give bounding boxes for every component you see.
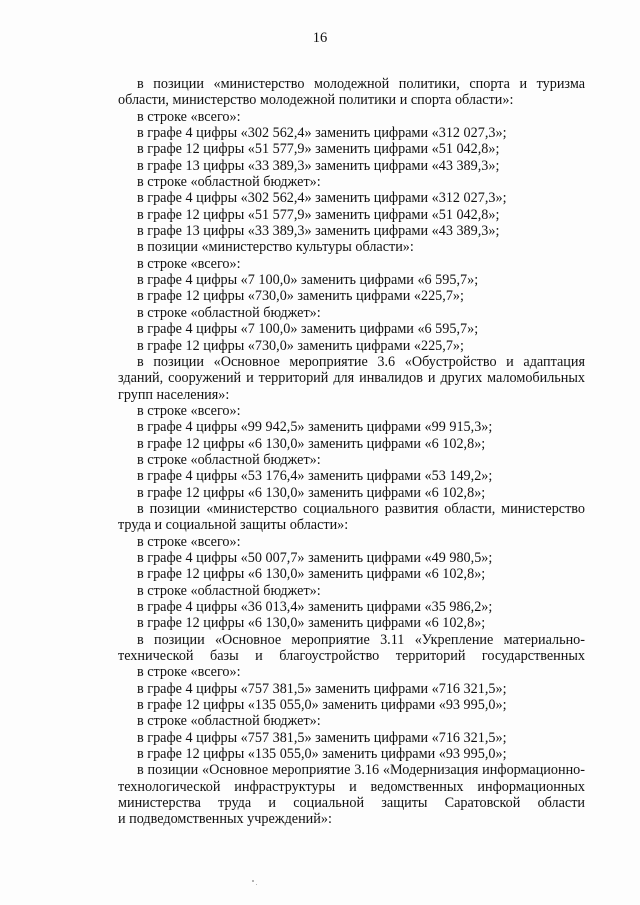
- text-line: в строке «всего»:: [137, 402, 241, 419]
- scan-speck: [252, 880, 254, 882]
- text-line: труда и социальной защиты области»:: [118, 517, 349, 534]
- document-body: [118, 76, 585, 828]
- text-line: в графе 12 цифры «6 130,0» заменить цифрами «6 102,8»;: [137, 615, 486, 632]
- text-line: в графе 12 цифры «6 130,0» заменить цифрами «6 102,8»;: [137, 566, 486, 583]
- text-line: в графе 12 цифры «51 577,9» заменить цифрами «51 042,8»;: [137, 206, 500, 223]
- text-line: в графе 13 цифры «33 389,3» заменить цифрами «43 389,3»;: [137, 223, 500, 240]
- text-line: зданий, сооружений и территорий для инвалидов и других маломобильных: [118, 370, 585, 387]
- scan-speck: [256, 884, 257, 885]
- text-line: министерства труда и социальной защиты Саратовской области: [118, 795, 585, 812]
- text-line: в строке «областной бюджет»:: [137, 451, 321, 468]
- text-line: в строке «всего»:: [137, 664, 241, 681]
- text-line: в графе 12 цифры «6 130,0» заменить цифрами «6 102,8»;: [137, 435, 486, 452]
- text-line: в графе 12 цифры «6 130,0» заменить цифрами «6 102,8»;: [137, 484, 486, 501]
- text-line: в позиции «министерство культуры области»:: [137, 239, 414, 256]
- text-line: в графе 4 цифры «7 100,0» заменить цифрами «6 595,7»;: [137, 321, 479, 338]
- text-line: в графе 13 цифры «33 389,3» заменить цифрами «43 389,3»;: [137, 157, 500, 174]
- text-line: в графе 4 цифры «757 381,5» заменить цифрами «716 321,5»;: [137, 729, 507, 746]
- text-line: в графе 4 цифры «302 562,4» заменить цифрами «312 027,3»;: [137, 190, 507, 207]
- text-line: в графе 4 цифры «53 176,4» заменить цифрами «53 149,2»;: [137, 468, 493, 485]
- text-line: в позиции «Основное мероприятие 3.16 «Модернизация информационно-: [137, 762, 585, 779]
- text-line: технологической инфраструктуры и ведомственных информационных: [118, 778, 585, 795]
- text-line: в графе 4 цифры «757 381,5» заменить цифрами «716 321,5»;: [137, 680, 507, 697]
- text-line: технической базы и благоустройство территорий государственных: [118, 648, 585, 665]
- text-line: в графе 12 цифры «51 577,9» заменить цифрами «51 042,8»;: [137, 141, 500, 158]
- text-line: в графе 4 цифры «50 007,7» заменить цифрами «49 980,5»;: [137, 549, 493, 566]
- text-line: в графе 12 цифры «135 055,0» заменить цифрами «93 995,0»;: [137, 746, 507, 763]
- text-line: в строке «областной бюджет»:: [137, 582, 321, 599]
- text-line: в строке «областной бюджет»:: [137, 304, 321, 321]
- text-line: и подведомственных учреждений»:: [118, 811, 332, 828]
- text-line: в позиции «министерство социального развития области, министерство: [137, 500, 585, 517]
- text-line: в графе 12 цифры «135 055,0» заменить цифрами «93 995,0»;: [137, 697, 507, 714]
- text-line: в позиции «Основное мероприятие 3.11 «Укрепление материально-: [137, 631, 585, 648]
- text-line: в строке «всего»:: [137, 533, 241, 550]
- text-line: в строке «областной бюджет»:: [137, 713, 321, 730]
- text-line: в графе 4 цифры «302 562,4» заменить цифрами «312 027,3»;: [137, 125, 507, 142]
- text-line: в позиции «Основное мероприятие 3.6 «Обустройство и адаптация: [137, 353, 585, 370]
- text-line: в строке «областной бюджет»:: [137, 174, 321, 191]
- text-line: в графе 12 цифры «730,0» заменить цифрами «225,7»;: [137, 288, 464, 305]
- text-line: в графе 4 цифры «36 013,4» заменить цифрами «35 986,2»;: [137, 599, 493, 615]
- text-line: в позиции «министерство молодежной политики, спорта и туризма: [137, 76, 585, 92]
- text-line: в графе 12 цифры «730,0» заменить цифрами «225,7»;: [137, 337, 464, 354]
- text-line: в графе 4 цифры «7 100,0» заменить цифрами «6 595,7»;: [137, 272, 479, 289]
- text-line: в графе 4 цифры «99 942,5» заменить цифрами «99 915,3»;: [137, 419, 493, 436]
- text-line: в строке «всего»:: [137, 108, 241, 125]
- text-line: в строке «всего»:: [137, 255, 241, 272]
- text-line: групп населения»:: [118, 386, 230, 403]
- page-number: 16: [312, 30, 328, 46]
- text-line: области, министерство молодежной политики и спорта области»:: [118, 92, 514, 109]
